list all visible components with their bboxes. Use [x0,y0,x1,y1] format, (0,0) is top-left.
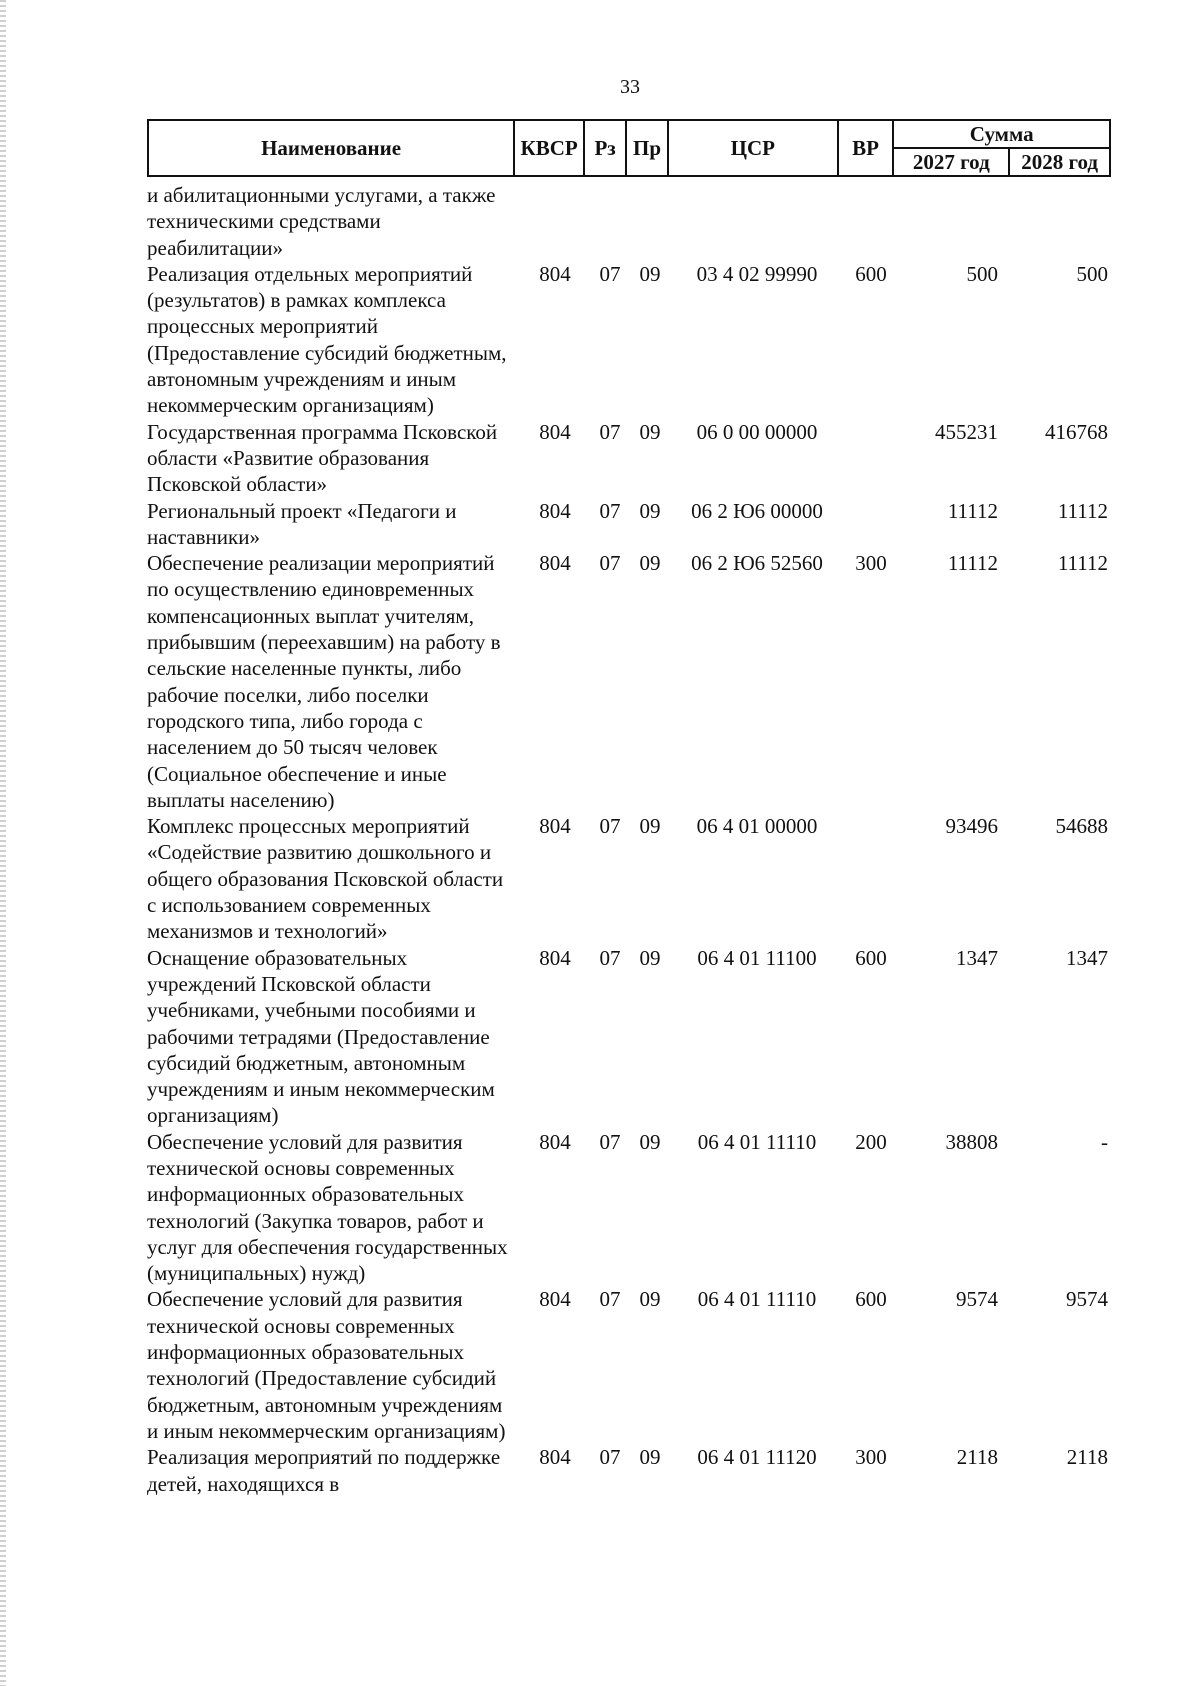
row-sum-2027: 1347 [956,945,998,970]
table-header [147,119,1111,177]
row-rz: 07 [599,261,621,286]
row-rz: 07 [599,1287,621,1312]
row-sum-2028 [1008,182,1108,261]
table-body [147,182,1111,1497]
row-name: Обеспечение условий для развития технической основы современных информационных образовательных технологий (Предоставление субсидий бюджетным, автономным учреждениям и иным некоммерческим организациям) [147,1287,506,1443]
row-kvsr [514,182,590,261]
scan-edge [0,0,6,1686]
row-kvsr: 804 [539,945,571,970]
row-name: Реализация отдельных мероприятий (результатов) в рамках комплекса процессных мероприятий (Предоставление субсидий бюджетным, автономным учреждениям и иным некоммерческим организациям) [147,261,507,418]
table-row [147,1129,1111,1287]
row-kvsr: 804 [539,551,571,576]
row-pr: 09 [639,551,661,576]
row-vr [844,498,898,551]
table-row [147,1286,1111,1444]
row-rz: 07 [599,1445,621,1470]
row-csr [670,182,844,261]
row-sum-2027: 500 [966,261,998,286]
header-year-2028: 2028 год [1009,148,1110,176]
row-sum-2027 [898,182,1008,261]
row-pr: 09 [639,814,661,839]
row-vr: 200 [855,1129,887,1154]
row-name: Оснащение образовательных учреждений Псковской области учебниками, учебными пособиями и рабочими тетрадями (Предоставление субсидий бюджетным, автономным учреждениям и иным некоммерческим организациям) [147,945,495,1128]
table-row [147,498,1111,551]
row-csr: 06 2 Ю6 00000 [691,498,823,523]
header-pr: Пр [626,120,668,176]
row-vr: 300 [855,1445,887,1470]
row-kvsr: 804 [539,261,571,286]
header-year-2027: 2027 год [893,148,1009,176]
row-name: и абилитационными услугами, а также техническими средствами реабилитации» [147,183,496,260]
row-kvsr: 804 [539,1287,571,1312]
row-sum-2028: 1347 [1066,945,1108,970]
row-pr: 09 [639,419,661,444]
row-vr [844,419,898,498]
row-pr: 09 [639,1287,661,1312]
row-rz: 07 [599,419,621,444]
row-sum-2028: 11112 [1057,498,1108,523]
row-rz: 07 [599,945,621,970]
table-row [147,261,1111,419]
row-kvsr: 804 [539,1445,571,1470]
row-rz: 07 [599,498,621,523]
row-pr: 09 [639,1445,661,1470]
row-rz: 07 [599,1129,621,1154]
row-kvsr: 804 [539,419,571,444]
row-csr: 06 4 01 11110 [697,1287,817,1312]
row-sum-2027: 455231 [935,419,998,444]
table-row [147,182,1111,261]
row-sum-2027: 2118 [956,1445,998,1470]
row-sum-2028: - [1101,1129,1108,1154]
row-sum-2028: 9574 [1066,1287,1108,1312]
row-csr: 06 4 01 00000 [696,814,818,839]
row-sum-2027: 11112 [947,551,998,576]
page-number: 33 [620,76,640,98]
row-sum-2028: 500 [1076,261,1108,286]
row-vr [844,182,898,261]
row-vr: 600 [855,1287,887,1312]
row-kvsr: 804 [539,814,571,839]
row-vr: 600 [855,945,887,970]
row-kvsr: 804 [539,498,571,523]
row-name: Обеспечение условий для развития технической основы современных информационных образовательных технологий (Закупка товаров, работ и услуг для обеспечения государственных (муниципальных) нужд) [147,1129,508,1286]
row-pr: 09 [639,1129,661,1154]
row-name: Реализация мероприятий по поддержке детей, находящихся в [147,1445,501,1496]
table-row [147,945,1111,1129]
header-vr: ВР [838,120,894,176]
row-name: Обеспечение реализации мероприятий по осуществлению единовременных компенсационных выплат учителям, прибывшим (переехавшим) на работу в сельские населенные пункты, либо рабочие поселки, либо поселки городского типа, либо города с населением до 50 тысяч человек (Социальное обеспечение и иные выплаты населению) [147,551,501,812]
row-name: Государственная программа Псковской области «Развитие образования Псковской области» [147,419,498,497]
row-vr: 600 [855,261,887,286]
row-vr [844,813,898,944]
row-rz: 07 [599,551,621,576]
row-sum-2028: 11112 [1057,551,1108,576]
table-row [147,813,1111,944]
table-row [147,1444,1111,1497]
row-name: Региональный проект «Педагоги и наставники» [147,498,457,549]
row-csr: 06 4 01 11100 [697,945,817,970]
row-csr: 06 4 01 11110 [697,1129,817,1154]
row-csr: 06 4 01 11120 [697,1445,817,1470]
row-pr: 09 [639,945,661,970]
header-kvsr: КВСР [514,120,584,176]
row-csr: 06 0 00 00000 [696,419,818,444]
header-name: Наименование [148,120,514,176]
row-sum-2027: 11112 [947,498,998,523]
row-kvsr: 804 [539,1129,571,1154]
row-pr: 09 [639,498,661,523]
row-sum-2028: 2118 [1066,1445,1108,1470]
row-pr [630,182,670,261]
row-rz [590,182,630,261]
row-vr: 300 [855,551,887,576]
table-row [147,550,1111,813]
row-sum-2027: 93496 [945,814,998,839]
row-csr: 06 2 Ю6 52560 [691,551,823,576]
row-rz: 07 [599,814,621,839]
row-sum-2028: 54688 [1055,814,1108,839]
table-row [147,419,1111,498]
row-name: Комплекс процессных мероприятий «Содействие развитию дошкольного и общего образования Псковской области с использованием современных механизмов и технологий» [147,814,504,944]
header-csr: ЦСР [668,120,838,176]
header-sum: Сумма [893,120,1110,148]
row-sum-2028: 416768 [1045,419,1108,444]
header-rz: Рз [584,120,626,176]
row-sum-2027: 38808 [945,1129,998,1154]
row-sum-2027: 9574 [956,1287,998,1312]
row-pr: 09 [639,261,661,286]
row-csr: 03 4 02 99990 [696,261,818,286]
